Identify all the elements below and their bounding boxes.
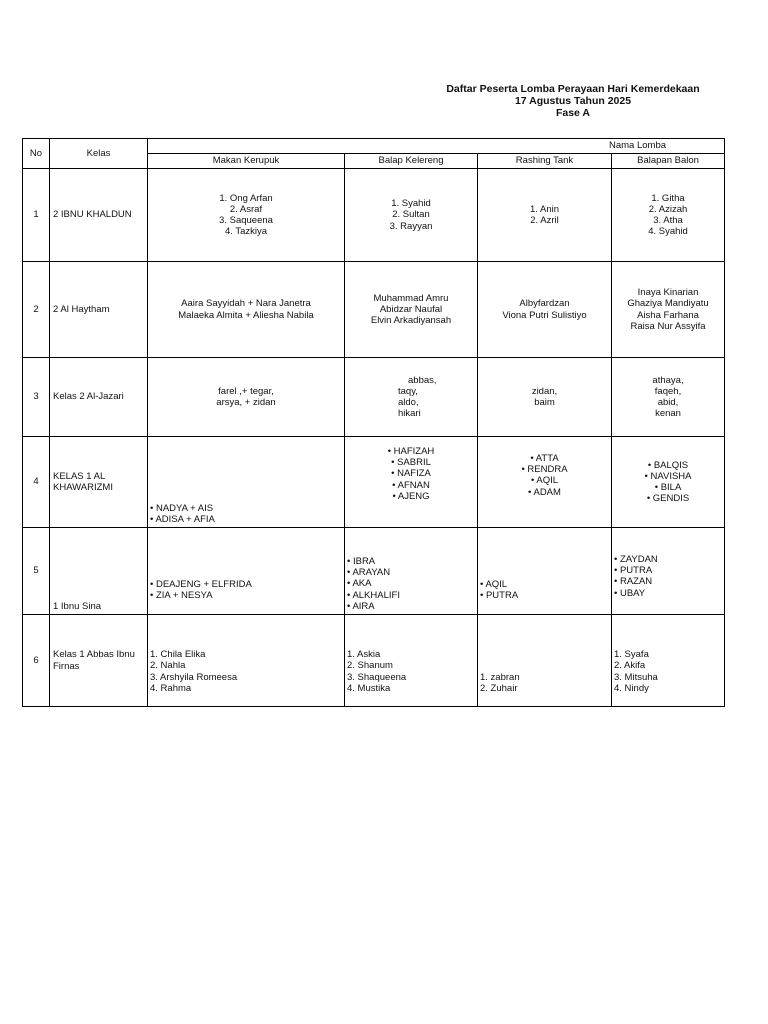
participant: zidan,	[531, 385, 558, 397]
participant: hikari	[398, 408, 421, 420]
cell-rashing-tank	[478, 262, 612, 358]
participant: • GENDIS	[646, 493, 690, 505]
header-makan-kerupuk: Makan Kerupuk	[148, 154, 345, 169]
participant: • HAFIZAH	[387, 446, 435, 457]
row-kelas: 2 Al Haytham	[50, 262, 148, 358]
participant: athaya,	[652, 374, 684, 386]
participant: faqeh,	[654, 385, 682, 397]
cell-balap-kelereng	[345, 528, 478, 615]
cell-balap-kelereng	[345, 437, 478, 528]
participant: 4. Mustika	[347, 682, 391, 694]
participant: 2. Azizah	[648, 203, 688, 215]
header-rashing-tank: Rashing Tank	[478, 154, 612, 169]
participant: 2. Shanum	[347, 660, 393, 672]
participant: 2. Akifa	[614, 660, 646, 672]
cell-balap-kelereng	[345, 262, 478, 358]
participant: • AQIL	[530, 475, 559, 487]
participant: farel ,+ tegar,	[218, 385, 274, 397]
cell-makan-kerupuk	[148, 528, 345, 615]
cell-makan-kerupuk	[148, 169, 345, 262]
participant: 2. Azril	[530, 215, 559, 226]
participant: abbas,	[408, 374, 437, 386]
header-kelas: Kelas	[50, 139, 148, 169]
participant: Malaeka Almita + Aliesha Nabila	[178, 309, 314, 321]
row-number: 4	[23, 437, 50, 528]
participant: • UBAY	[614, 587, 646, 599]
cell-balap-kelereng	[345, 615, 478, 707]
participant: 3. Rayyan	[389, 220, 433, 232]
participant: • ADISA + AFIA	[150, 513, 215, 525]
participant: 2. Asraf	[229, 203, 263, 215]
participant: • SABRIL	[391, 457, 431, 469]
participant: kenan	[655, 408, 681, 420]
table-row	[23, 262, 725, 358]
participant: 1. Ong Arfan	[219, 192, 273, 204]
row-kelas: 1 Ibnu Sina	[50, 528, 148, 615]
participant: 1. zabran	[480, 671, 520, 683]
cell-balapan-balon	[612, 169, 725, 262]
cell-rashing-tank	[478, 615, 612, 707]
participant: 2. Sultan	[392, 209, 430, 221]
participant: 4. Nindy	[614, 682, 649, 694]
row-number: 3	[23, 358, 50, 437]
participant: • RAZAN	[614, 576, 653, 588]
cell-balap-kelereng	[345, 358, 478, 437]
participant: • ADAM	[528, 486, 561, 498]
participant: • ZIA + NESYA	[150, 589, 213, 601]
participant: • ARAYAN	[347, 567, 391, 579]
header-nama-lomba: Nama Lomba	[148, 139, 725, 154]
participant: abid,	[657, 397, 679, 408]
participant: 3. Arshyila Romeesa	[150, 671, 238, 683]
table-row	[23, 615, 725, 707]
document-title	[430, 83, 716, 119]
row-number: 2	[23, 262, 50, 358]
participant: Raisa Nur Assyifa	[630, 320, 706, 332]
cell-balapan-balon	[612, 262, 725, 358]
table-row	[23, 437, 725, 528]
participant: aldo,	[398, 397, 419, 408]
participant: • AJENG	[392, 490, 430, 502]
header-balapan-balon: Balapan Balon	[612, 154, 725, 169]
participant: Inaya Kinarian	[637, 287, 699, 299]
participant: 3. Saqueena	[219, 215, 273, 226]
table-row	[23, 358, 725, 437]
title-line-3: Fase A	[555, 107, 591, 119]
participant: • AKA	[347, 578, 372, 590]
participant: 1. Syafa	[614, 649, 649, 661]
cell-balap-kelereng	[345, 169, 478, 262]
participant: • DEAJENG + ELFRIDA	[150, 578, 252, 590]
row-number: 5	[23, 528, 50, 615]
participant: 3. Atha	[653, 215, 683, 226]
participant: 2. Nahla	[150, 660, 186, 672]
participant: • AIRA	[347, 600, 375, 612]
participant: • BILA	[654, 482, 682, 493]
participant: arsya, + zidan	[216, 397, 276, 408]
participant: • ALKHALIFI	[347, 589, 400, 601]
row-kelas: Kelas 2 Al-Jazari	[50, 358, 148, 437]
row-kelas: KELAS 1 AL KHAWARIZMI	[50, 437, 148, 528]
row-kelas: 2 IBNU KHALDUN	[50, 169, 148, 262]
participant: • NAFIZA	[391, 468, 431, 480]
participant: • RENDRA	[521, 464, 568, 476]
participant: taqy,	[398, 385, 418, 397]
participant: • PUTRA	[614, 565, 653, 577]
participant: 2. Zuhair	[480, 682, 518, 694]
participant: 1. Askia	[347, 649, 381, 661]
table-row	[23, 169, 725, 262]
participant: • NADYA + AIS	[150, 502, 214, 514]
cell-balapan-balon	[612, 615, 725, 707]
row-number: 1	[23, 169, 50, 262]
participant: 3. Shaqueena	[347, 671, 407, 683]
cell-balapan-balon	[612, 437, 725, 528]
participant: Elvin Arkadiyansah	[370, 315, 452, 327]
participant: Aaira Sayyidah + Nara Janetra	[181, 298, 311, 310]
participant: 3. Mitsuha	[614, 671, 658, 683]
participant: Abidzar Naufal	[379, 303, 443, 315]
cell-makan-kerupuk	[148, 437, 345, 528]
cell-makan-kerupuk	[148, 358, 345, 437]
participant: baim	[534, 397, 555, 408]
participant: 4. Syahid	[648, 226, 688, 238]
cell-balapan-balon	[612, 358, 725, 437]
header-balap-kelereng: Balap Kelereng	[345, 154, 478, 169]
cell-makan-kerupuk	[148, 262, 345, 358]
participant: • PUTRA	[480, 589, 519, 601]
participant: 1. Githa	[651, 192, 685, 204]
participant: 4. Rahma	[150, 682, 192, 694]
participant: 4. Tazkiya	[224, 226, 268, 238]
participant: Albyfardzan	[519, 298, 570, 310]
row-kelas: Kelas 1 Abbas Ibnu Firnas	[50, 615, 148, 707]
cell-rashing-tank	[478, 169, 612, 262]
participant: • AFNAN	[392, 479, 430, 491]
participant: Muhammad Amru	[373, 292, 449, 304]
cell-balapan-balon	[612, 528, 725, 615]
participant: 1. Syahid	[391, 198, 431, 210]
participant: • IBRA	[347, 555, 376, 567]
participant: • NAVISHA	[644, 470, 692, 482]
header-no: No	[23, 139, 50, 169]
title-line-2: 17 Agustus Tahun 2025	[514, 95, 632, 107]
participant: 1. Chila Elika	[150, 649, 206, 661]
participants-table	[22, 138, 725, 707]
participant: 1. Anin	[529, 203, 560, 215]
cell-rashing-tank	[478, 437, 612, 528]
cell-makan-kerupuk	[148, 615, 345, 707]
cell-rashing-tank	[478, 358, 612, 437]
participant: • AQIL	[480, 578, 508, 590]
participant: Ghaziya Mandiyatu	[627, 298, 709, 310]
participant: Viona Putri Sulistiyo	[502, 309, 587, 321]
participant: • ZAYDAN	[614, 554, 658, 565]
participant: • ATTA	[530, 453, 559, 464]
participant: Aisha Farhana	[637, 309, 699, 321]
participant: • BALQIS	[647, 459, 689, 471]
row-number: 6	[23, 615, 50, 707]
cell-rashing-tank	[478, 528, 612, 615]
title-line-1: Daftar Peserta Lomba Perayaan Hari Kemerdekaan	[446, 83, 700, 95]
table-row	[23, 528, 725, 615]
